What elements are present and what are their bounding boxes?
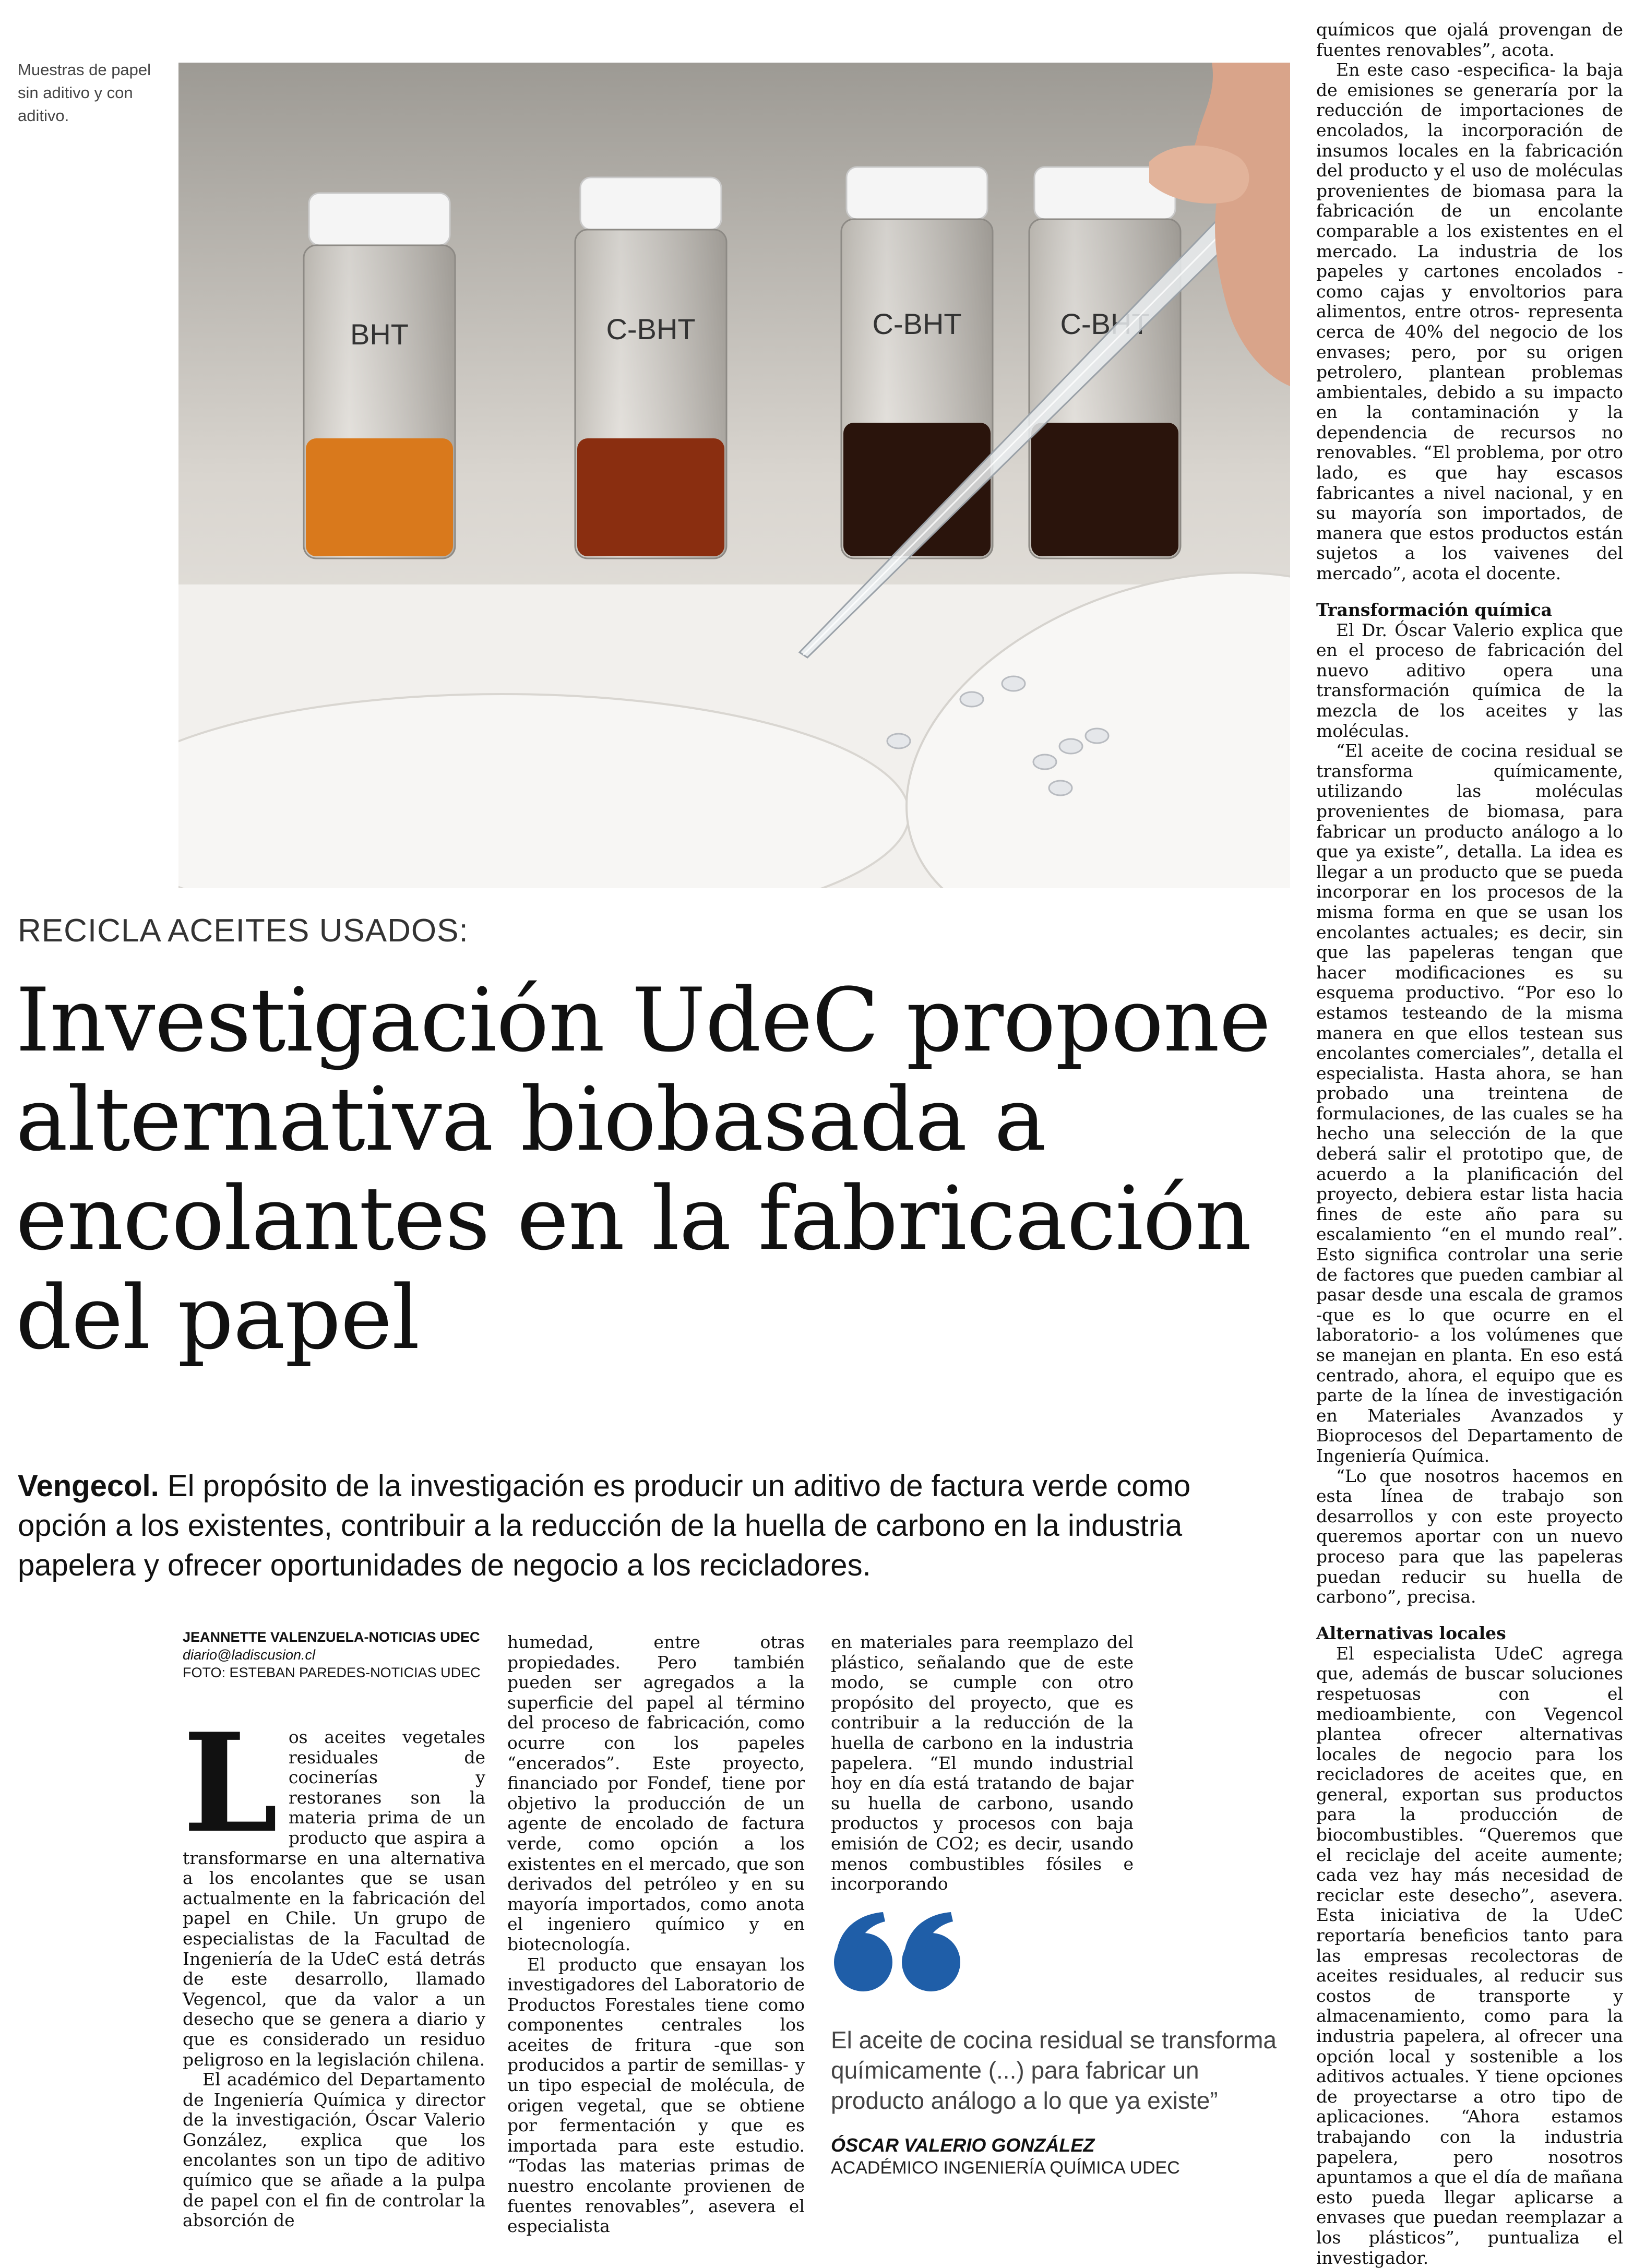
subheading-alternativas: Alternativas locales [1316, 1622, 1506, 1643]
vial-label-1: BHT [350, 318, 409, 351]
article-photo [178, 63, 1290, 888]
byline [183, 1628, 485, 1681]
quote-mark-icon [831, 1910, 967, 1994]
paragraph: “Lo que nosotros hacemos en esta línea de trabajo son desarrollos y con este proyecto queremos aportar con un nuevo proceso para que las papeleras puedan reducir su huella de carbono”, precisa. [1316, 1465, 1623, 1607]
column-2 [507, 1632, 805, 2237]
paragraph: os aceites vegetales residuales de cocinerías y restoranes son la materia prima de un producto que aspira a transformarse en una alternativa a los encolantes que se usan actualmente en la fabricación del papel en Chile. Un grupo de especialistas de la Facultad de Ingeniería de la UdeC está detrás de este desarrollo, llamado Vegencol, que da valor a un desecho que se genera a diario y que es considerado un residuo peligroso en la legislación chilena. [183, 1727, 485, 2070]
paragraph: humedad, entre otras propiedades. Pero también pueden ser agregados a la superficie del papel al término del proceso de fabricación, como ocurre con los papeles “encerados”. Este proyecto, financiado por Fondef, tiene por objetivo la producción de un agente de encolado de factura verde, como opción a los existentes en el mercado, que son derivados del petróleo y en su mayoría importados, como anota el ingeniero químico y en biotecnología. [507, 1632, 805, 1954]
pullquote-text: El aceite de cocina residual se transforma químicamente (...) para fabricar un producto análogo a lo que ya existe” [831, 2026, 1277, 2114]
vial-label-2: C-BHT [606, 313, 696, 345]
paragraph: El Dr. Óscar Valerio explica que en el proceso de fabricación del nuevo aditivo opera una transformación química de la mezcla de los aceites y las moléculas. [1316, 619, 1623, 741]
paragraph: químicos que ojalá provengan de fuentes renovables”, acota. [1316, 19, 1623, 60]
column-4 [1316, 20, 1623, 2268]
pullquote-name: ÓSCAR VALERIO GONZÁLEZ [831, 2134, 1095, 2156]
kicker: RECICLA ACEITES USADOS: [18, 913, 469, 949]
column-3 [831, 1632, 1134, 1894]
paragraph: El académico del Departamento de Ingeniería Química y director de la investigación, Óscar Valerio González, explica que los encolantes son un tipo de aditivo químico que se añade a la pulpa de papel con el fin de controlar la absorción de [183, 2069, 485, 2231]
vial-label-3: C-BHT [872, 307, 962, 340]
vial-1 [304, 193, 455, 558]
column-1 [183, 1704, 485, 2231]
photo-caption: Muestras de papel sin aditivo y con aditivo. [18, 61, 151, 125]
vial-3 [841, 167, 993, 558]
byline-email: diario@ladiscusion.cl [183, 1647, 316, 1663]
byline-photo-credit: FOTO: ESTEBAN PAREDES-NOTICIAS UDEC [183, 1665, 481, 1680]
pullquote-role: ACADÉMICO INGENIERÍA QUÍMICA UDEC [831, 2158, 1180, 2178]
byline-author: JEANNETTE VALENZUELA-NOTICIAS UDEC [183, 1629, 480, 1645]
paragraph: El especialista UdeC agrega que, además de buscar soluciones respetuosas con el medioambiente, con Vegencol plantea ofrecer alternativas locales de negocio para los recicladores de aceites que, en general, exportan sus productos para la producción de biocombustibles. “Queremos que el reciclaje del aceite aumente; cada vez hay más necesidad de reciclar este desecho”, asevera. Esta iniciativa de la UdeC reportaría beneficios tanto para las empresas recolectoras de aceites residuales, al reducir sus costos de transporte y almacenamiento, como para la industria papelera, al ofrecer una opción local y sostenible a los aditivos actuales. Y tiene opciones de proyectarse a otro tipo de aplicaciones. “Ahora estamos trabajando con la industria papelera, pero nosotros apuntamos a que el día de mañana esto pueda llegar aplicarse a envases que puedan reemplazar a los plásticos”, puntualiza el investigador. [1316, 1643, 1623, 2268]
paragraph: El producto que ensayan los investigadores del Laboratorio de Productos Forestales tiene como componentes centrales los aceites de fritura -que son producidos a partir de semillas- y un tipo especial de molécula, de origen vegetal, que se obtiene por fermentación y que es importada para este estudio. “Todas las materias primas de nuestro encolante provienen de fuentes renovables”, asevera el especialista [507, 1954, 805, 2237]
paragraph: En este caso -especifica- la baja de emisiones se generaría por la reducción de importaciones de encolados, la incorporación de insumos locales en la fabricación del producto y el uso de moléculas provenientes de biomasa para la fabricación de un encolante comparable a los existentes en el mercado. La industria de los papeles y cartones encolados -como cajas y envoltorios para alimentos, entre otros- representa cerca de 40% del negocio de los envases; pero, por su origen petrolero, plantean problemas ambientales, debido a su impacto en la contaminación y la dependencia de recursos no renovables. “El problema, por otro lado, es que hay escasos fabricantes a nivel nacional, y en su mayoría son importados, de manera que estos productos están sujetos a los vaivenes del mercado”, acota el docente. [1316, 59, 1623, 584]
headline: Investigación UdeC propone alternativa biobasada a encolantes en la fabricación del papel [16, 969, 1271, 1369]
dropcap: L [183, 1704, 278, 1863]
deck-lead: Vengecol. [18, 1469, 159, 1503]
vial-2 [575, 177, 726, 558]
paragraph: “El aceite de cocina residual se transforma químicamente, utilizando las moléculas provenientes de biomasa, para fabricar un producto análogo a lo que ya existe”, detalla. La idea es llegar a un producto que se pueda incorporar en los procesos de la misma forma en que se usan los encolantes actuales; es decir, sin que las papeleras tengan que hacer modificaciones es su esquema productivo. “Por eso lo estamos testeando de la misma manera en que ellos testean sus encolantes comerciales”, detalla el especialista. Hasta ahora, se han probado una treintena de formulaciones, de las cuales se ha hecho una selección de la que deberá salir el prototipo que, de acuerdo a la planificación del proyecto, debiera estar lista hacia fines de este año para su escalamiento “en el mundo real”. Esto significa controlar una serie de factores que pueden cambiar al pasar desde una escala de gramos -que es lo que ocurre en el laboratorio- a los volúmenes que se manejan en planta. En eso está centrado, ahora, el equipo que es parte de la línea de investigación en Materiales Avanzados y Bioprocesos del Departamento de Ingeniería Química. [1316, 741, 1623, 1466]
deck-text: El propósito de la investigación es producir un aditivo de factura verde como opción a los existentes, contribuir a la reducción de la huella de carbono en la industria papelera y ofrecer oportunidades de negocio a los recicladores. [18, 1469, 1191, 1582]
deck [18, 1466, 1218, 1585]
paragraph: en materiales para reemplazo del plástico, señalando que de este modo, se cumple con otro propósito del proyecto, que es contribuir a la reducción de la huella de carbono en la industria papelera. “El mundo industrial hoy en día está tratando de bajar su huella de carbono, usando productos y procesos con baja emisión de CO2; es decir, usando menos combustibles fósiles e incorporando [831, 1632, 1134, 1894]
subheading-transformacion: Transformación química [1316, 599, 1553, 620]
vial-label-4: C-BHT [1060, 307, 1150, 340]
